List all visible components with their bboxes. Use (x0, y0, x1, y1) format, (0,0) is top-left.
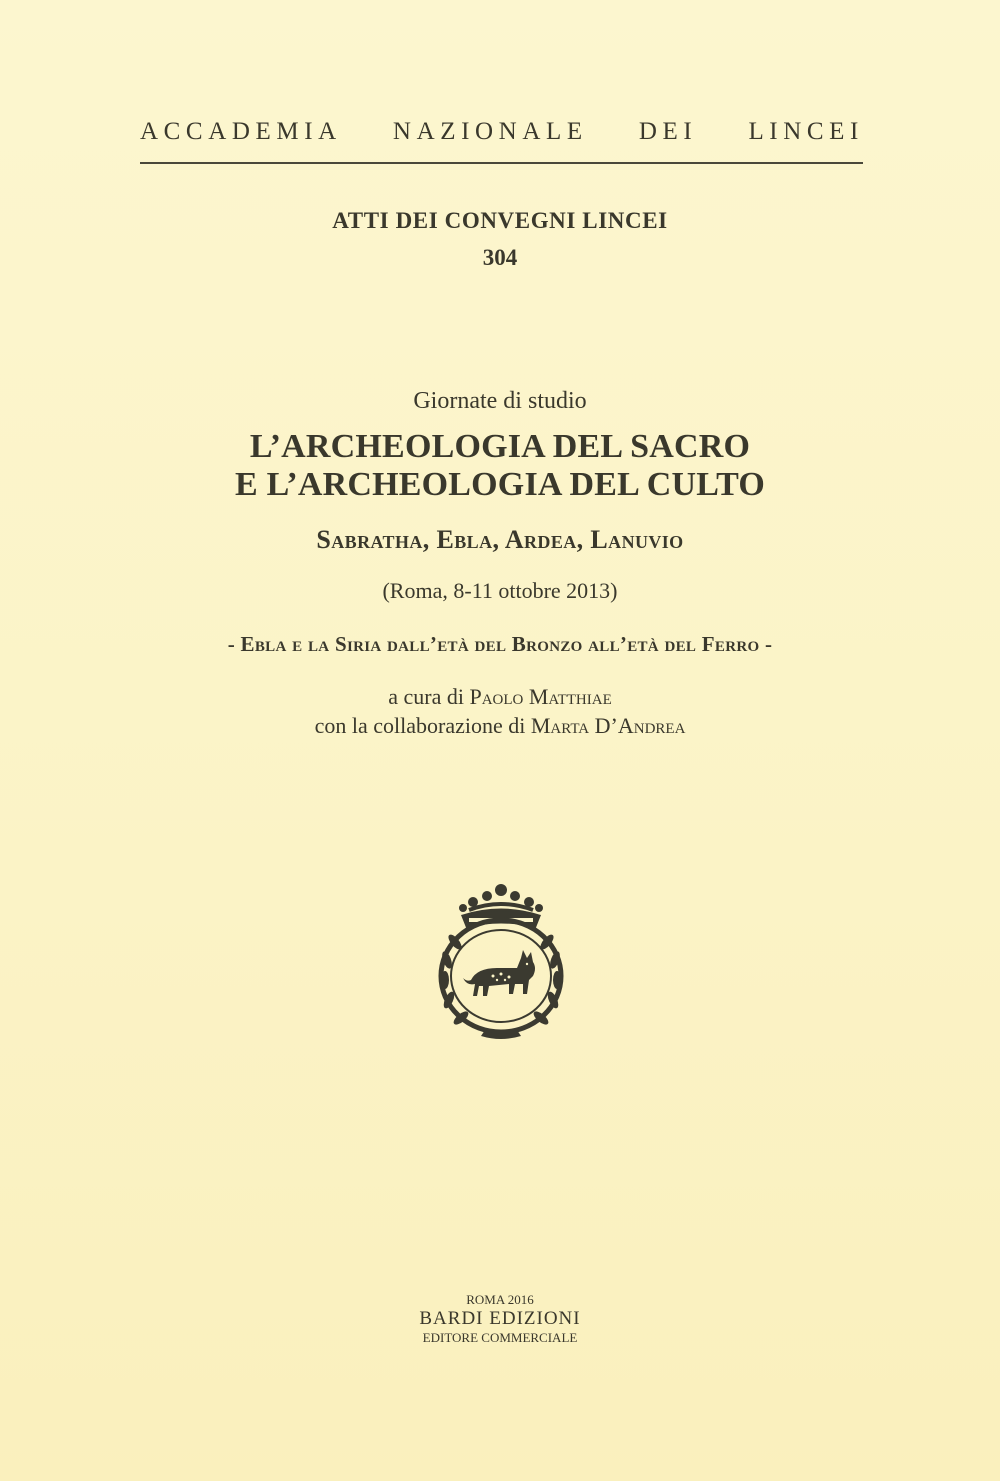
event-type: Giornate di studio (413, 388, 587, 414)
editor-line (0, 684, 1000, 710)
academy-word: NAZIONALE (392, 118, 588, 145)
header-divider (140, 162, 863, 164)
publisher-name: BARDI EDIZIONI (419, 1308, 581, 1329)
series-title: ATTI DEI CONVEGNI LINCEI (332, 208, 668, 233)
main-title-line-2: E L’ARCHEOLOGIA DEL CULTO (235, 466, 765, 503)
academy-word: DEI (638, 118, 698, 145)
volume-subtitle: - Ebla e la Siria dall’età del Bronzo all’età del Ferro - (227, 632, 773, 656)
collaborator-line (0, 713, 1000, 739)
collab-prefix: con la collaborazione di (314, 713, 531, 738)
collab-name: Marta D’Andrea (530, 713, 686, 738)
academy-name (140, 118, 864, 146)
conference-dates: (Roma, 8-11 ottobre 2013) (382, 578, 618, 603)
lynx-crest-emblem-icon (433, 880, 569, 1040)
series-number: 304 (482, 245, 518, 270)
sites-subtitle: Sabratha, Ebla, Ardea, Lanuvio (316, 525, 684, 554)
publication-place-year: ROMA 2016 (466, 1292, 534, 1307)
main-title-line-1: L’ARCHEOLOGIA DEL SACRO (249, 428, 751, 465)
editor-prefix: a cura di (388, 684, 470, 709)
academy-word: ACCADEMIA (140, 118, 342, 145)
publisher-subtitle: EDITORE COMMERCIALE (422, 1330, 578, 1345)
editor-name: Paolo Matthiae (469, 684, 612, 709)
academy-word: LINCEI (748, 118, 864, 145)
